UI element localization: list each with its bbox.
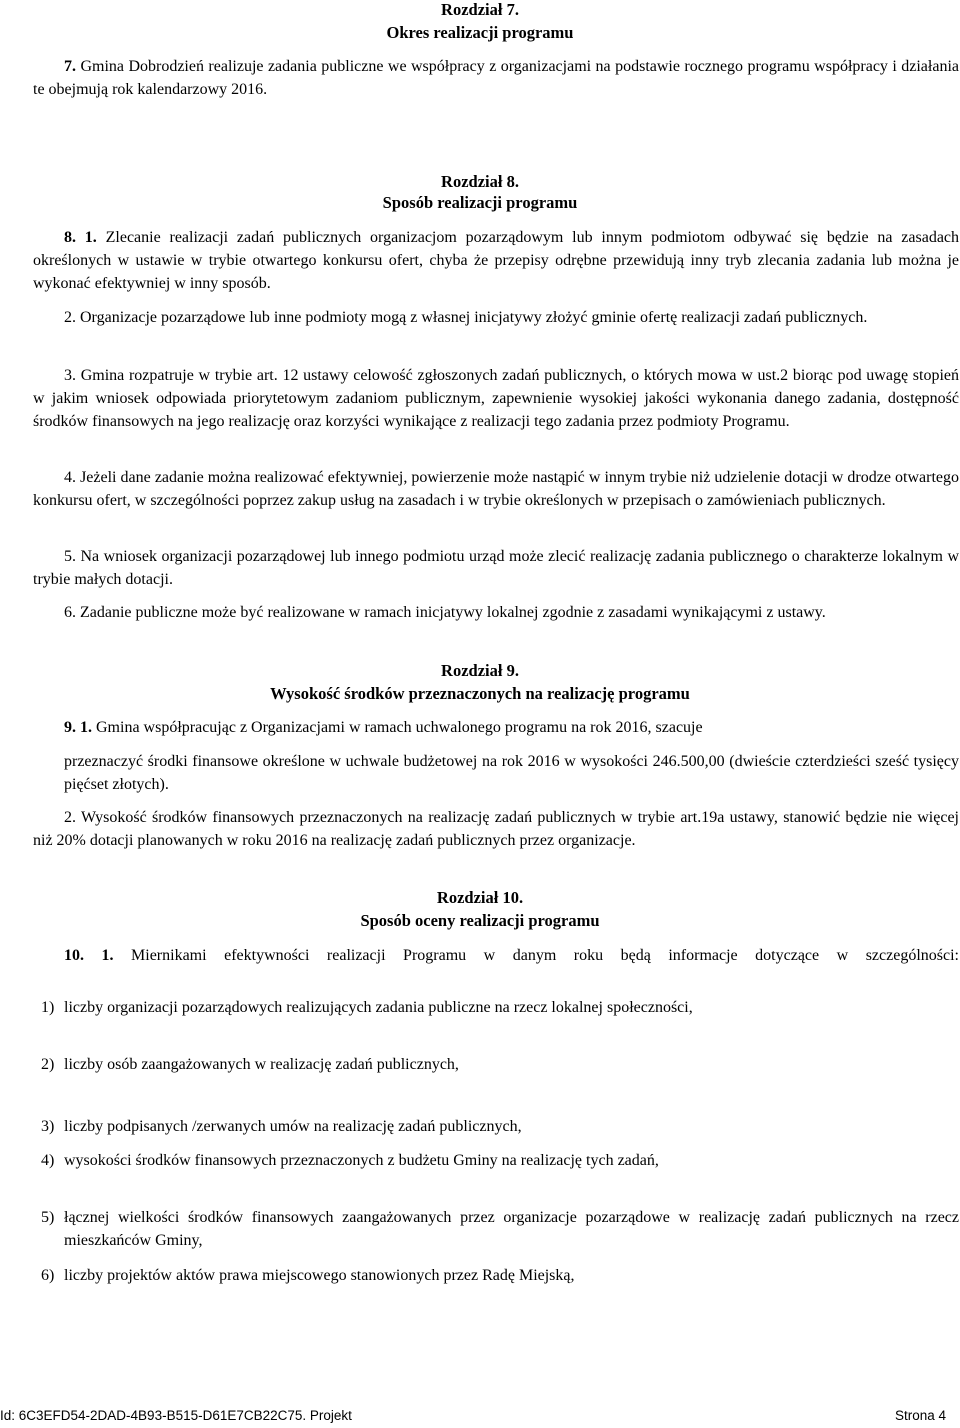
list-item-text: łącznej wielkości środków finansowych zaangażowanych przez organizacje pozarządowe w realizację zadań publicznych na rzecz mieszkańców Gminy, xyxy=(64,1209,959,1249)
chapter-8-paragraph-2 xyxy=(33,306,959,329)
chapter-7-paragraph xyxy=(33,55,959,101)
paragraph-text: Gmina Dobrodzień realizuje zadania publiczne we współpracy z organizacjami na podstawie rocznego programu współpracy i działania te obejmują rok kalendarzowy 2016. xyxy=(33,58,960,98)
chapter-8-paragraph-1 xyxy=(33,226,959,295)
paragraph-text: Zlecanie realizacji zadań publicznych organizacjom pozarządowym lub innym podmiotom odbywać się będzie na zasadach określonych w ustawie w trybie otwartego konkursu ofert, chyba że przepisy odrębne przewidują inny tryb zlecania zadania lub można je wykonać efektywniej w inny sposób. xyxy=(33,229,960,292)
list-item-number: 5) xyxy=(41,1209,55,1226)
paragraph-text: 2. Wysokość środków finansowych przeznaczonych na realizację zadań publicznych w trybie art.19a ustawy, stanowić będzie nie więcej niż 20% dotacji planowanych w roku 2016 na realizację zadań publicznych przez organizacje. xyxy=(33,809,959,849)
paragraph-number: 10. 1. xyxy=(64,947,114,964)
document-id: Id: 6C3EFD54-2DAD-4B93-B515-D61E7CB22C75. Projekt xyxy=(0,1408,352,1423)
list-item-text: wysokości środków finansowych przeznaczonych z budżetu Gminy na realizację tych zadań, xyxy=(64,1152,659,1169)
paragraph-number: 7. xyxy=(64,58,76,75)
chapter-9-paragraph-2 xyxy=(33,806,959,852)
chapter-8-subtitle: Sposób realizacji programu xyxy=(382,193,578,212)
paragraph-text: 3. Gmina rozpatruje w trybie art. 12 ustawy celowość zgłoszonych zadań publicznych, o których mowa w ust.2 biorąc pod uwagę stopień w jakim wniosek odpowiada priorytetowym zadaniom publicznym, zapewnienie wysokiej jakości wykonania danego zadania, dostępność środków finansowych na jego realizację oraz korzyści wynikające z realizacji tego zadania przez podmioty Programu. xyxy=(33,367,959,430)
chapter-7-title: Rozdział 7. xyxy=(441,0,519,19)
paragraph-text: Miernikami efektywności realizacji Programu w danym roku będą informacje dotyczące w szczególności: xyxy=(131,947,959,964)
chapter-8-paragraph-5 xyxy=(33,545,959,591)
list-item-text: liczby projektów aktów prawa miejscowego stanowionych przez Radę Miejską, xyxy=(64,1267,575,1284)
chapter-10-paragraph-1 xyxy=(33,944,959,967)
chapter-7-subtitle: Okres realizacji programu xyxy=(386,23,574,42)
list-item xyxy=(33,1053,959,1076)
list-item-text: liczby organizacji pozarządowych realizujących zadania publiczne na rzecz lokalnej społeczności, xyxy=(64,999,693,1016)
list-item xyxy=(33,1206,959,1252)
paragraph-text: 2. Organizacje pozarządowe lub inne podmioty mogą z własnej inicjatywy złożyć gminie ofertę realizacji zadań publicznych. xyxy=(64,309,868,326)
chapter-10-subtitle: Sposób oceny realizacji programu xyxy=(360,911,600,930)
list-item-number: 2) xyxy=(41,1056,55,1073)
paragraph-text: Gmina współpracując z Organizacjami w ramach uchwalonego programu na rok 2016, szacuje xyxy=(96,719,703,736)
chapter-9-subtitle: Wysokość środków przeznaczonych na realizację programu xyxy=(270,684,690,703)
list-item-number: 3) xyxy=(41,1118,55,1135)
chapter-8-paragraph-6 xyxy=(33,601,959,624)
list-item-number: 6) xyxy=(41,1267,55,1284)
paragraph-number: 9. 1. xyxy=(64,719,92,736)
chapter-8-paragraph-3 xyxy=(33,364,959,433)
list-item-number: 4) xyxy=(41,1152,55,1169)
chapter-9-title: Rozdział 9. xyxy=(441,661,519,680)
paragraph-text: 5. Na wniosek organizacji pozarządowej lub innego podmiotu urząd może zlecić realizację zadania publicznego o charakterze lokalnym w trybie małych dotacji. xyxy=(33,548,959,588)
list-item-number: 1) xyxy=(41,999,55,1016)
list-item xyxy=(33,1149,959,1172)
chapter-9-paragraph-1-continuation: przeznaczyć środki finansowe określone w uchwale budżetowej na rok 2016 w wysokości 246.500,00 (dwieście czterdzieści sześć tysięcy pięćset złotych). xyxy=(64,753,959,793)
list-item-text: liczby osób zaangażowanych w realizację zadań publicznych, xyxy=(64,1056,459,1073)
paragraph-text: 4. Jeżeli dane zadanie można realizować efektywniej, powierzenie może nastąpić w innym trybie niż udzielenie dotacji w drodze otwartego konkursu ofert, w szczególności poprzez zakup usług na zasadach i w trybie określonych w przepisach o zamówieniach publicznych. xyxy=(33,469,959,509)
list-item-text: liczby podpisanych /zerwanych umów na realizację zadań publicznych, xyxy=(64,1118,522,1135)
list-item xyxy=(33,996,959,1019)
chapter-10-title: Rozdział 10. xyxy=(436,888,524,907)
paragraph-number: 8. 1. xyxy=(64,229,97,246)
paragraph-text: 6. Zadanie publiczne może być realizowane w ramach inicjatywy lokalnej zgodnie z zasadami wynikającymi z ustawy. xyxy=(64,604,826,621)
list-item xyxy=(33,1264,959,1287)
chapter-9-paragraph-1 xyxy=(33,716,959,739)
list-item xyxy=(33,1115,959,1138)
chapter-8-title: Rozdział 8. xyxy=(441,172,519,191)
chapter-8-paragraph-4 xyxy=(33,466,959,512)
page-number: Strona 4 xyxy=(894,1408,946,1423)
